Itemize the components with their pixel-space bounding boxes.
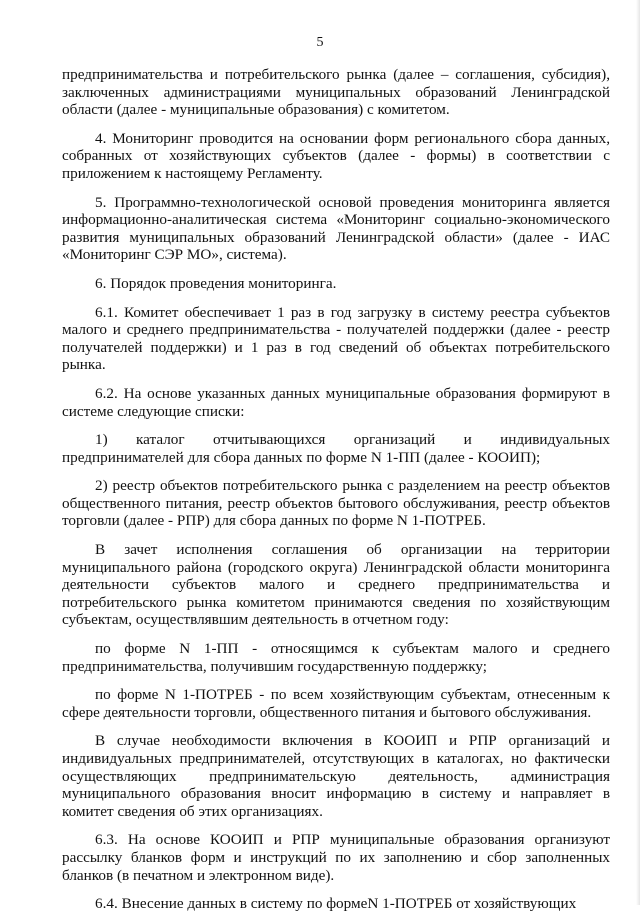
page-number: 5: [316, 35, 324, 50]
paragraph-catalog-inclusion: В случае необходимости включения в КООИП и РПР организаций и индивидуальных предпринимателей, отсутствующих в каталогах, но фактически осуществляющих предпринимательскую деятельность, администрация муниципального образования вносит информацию в систему и направляет в комитет сведения об этих организациях.: [62, 732, 610, 820]
paragraph-item-6-heading: 6. Порядок проведения мониторинга.: [95, 274, 337, 292]
paragraph-item-6-3: 6.3. На основе КООИП и РПР муниципальные образования организуют рассылку бланков форм и инструкций по их заполнению и сбор заполненных бланков (в печатном и электронном виде).: [62, 831, 610, 884]
paragraph-list-item-2: 2) реестр объектов потребительского рынка с разделением на реестр объектов общественного питания, реестр объектов бытового обслуживания, реестр объектов торговли (далее - РПР) для сбора данных по форме N 1-ПОТРЕБ.: [62, 477, 610, 530]
paragraph-item-6-1: 6.1. Комитет обеспечивает 1 раз в год загрузку в систему реестра субъектов малого и среднего предпринимательства - получателей поддержки (далее - реестр получателей поддержки) и 1 раз в год сведений об объектах потребительского рынка.: [62, 303, 610, 374]
paragraph-form-1-potreb: по форме N 1-ПОТРЕБ - по всем хозяйствующим субъектам, отнесенным к сфере деятельности торговли, общественного питания и бытового обслуживания.: [62, 686, 610, 721]
paragraph-item-5: 5. Программно-технологической основой проведения мониторинга является информационно-аналитическая система «Мониторинг социально-экономического развития муниципальных образований Ленинградской области» (далее - ИАС «Мониторинг СЭР МО», система).: [62, 193, 610, 264]
paragraph-item-6-2: 6.2. На основе указанных данных муниципальные образования формируют в системе следующие списки:: [62, 384, 610, 420]
scan-edge-shadow: [636, 0, 640, 905]
paragraph-form-1-pp: по форме N 1-ПП - относящимся к субъектам малого и среднего предпринимательства, получившим государственную поддержку;: [62, 640, 610, 675]
paragraph-list-item-1: 1) каталог отчитывающихся организаций и индивидуальных предпринимателей для сбора данных по форме N 1-ПП (далее - КООИП);: [62, 431, 610, 466]
paragraph-item-4: 4. Мониторинг проводится на основании форм регионального сбора данных, собранных от хозяйствующих субъектов (далее - формы) в соответствии с приложением к настоящему Регламенту.: [62, 129, 610, 182]
paragraph-credit-conditions: В зачет исполнения соглашения об организации на территории муниципального района (городского округа) Ленинградской области мониторинга деятельности субъектов малого и среднего предпринимательства и потребительского рынка комитетом принимаются сведения по хозяйствующим субъектам, осуществлявшим деятельность в отчетном году:: [62, 541, 610, 629]
document-body: [62, 66, 610, 923]
paragraph-intro-continuation: предпринимательства и потребительского рынка (далее – соглашения, субсидия), заключенных администрациями муниципальных образований Ленинградской области (далее - муниципальные образования) с комитетом.: [62, 66, 610, 119]
paragraph-item-6-4: 6.4. Внесение данных в систему по формеN 1-ПОТРЕБ от хозяйствующих: [95, 895, 577, 913]
